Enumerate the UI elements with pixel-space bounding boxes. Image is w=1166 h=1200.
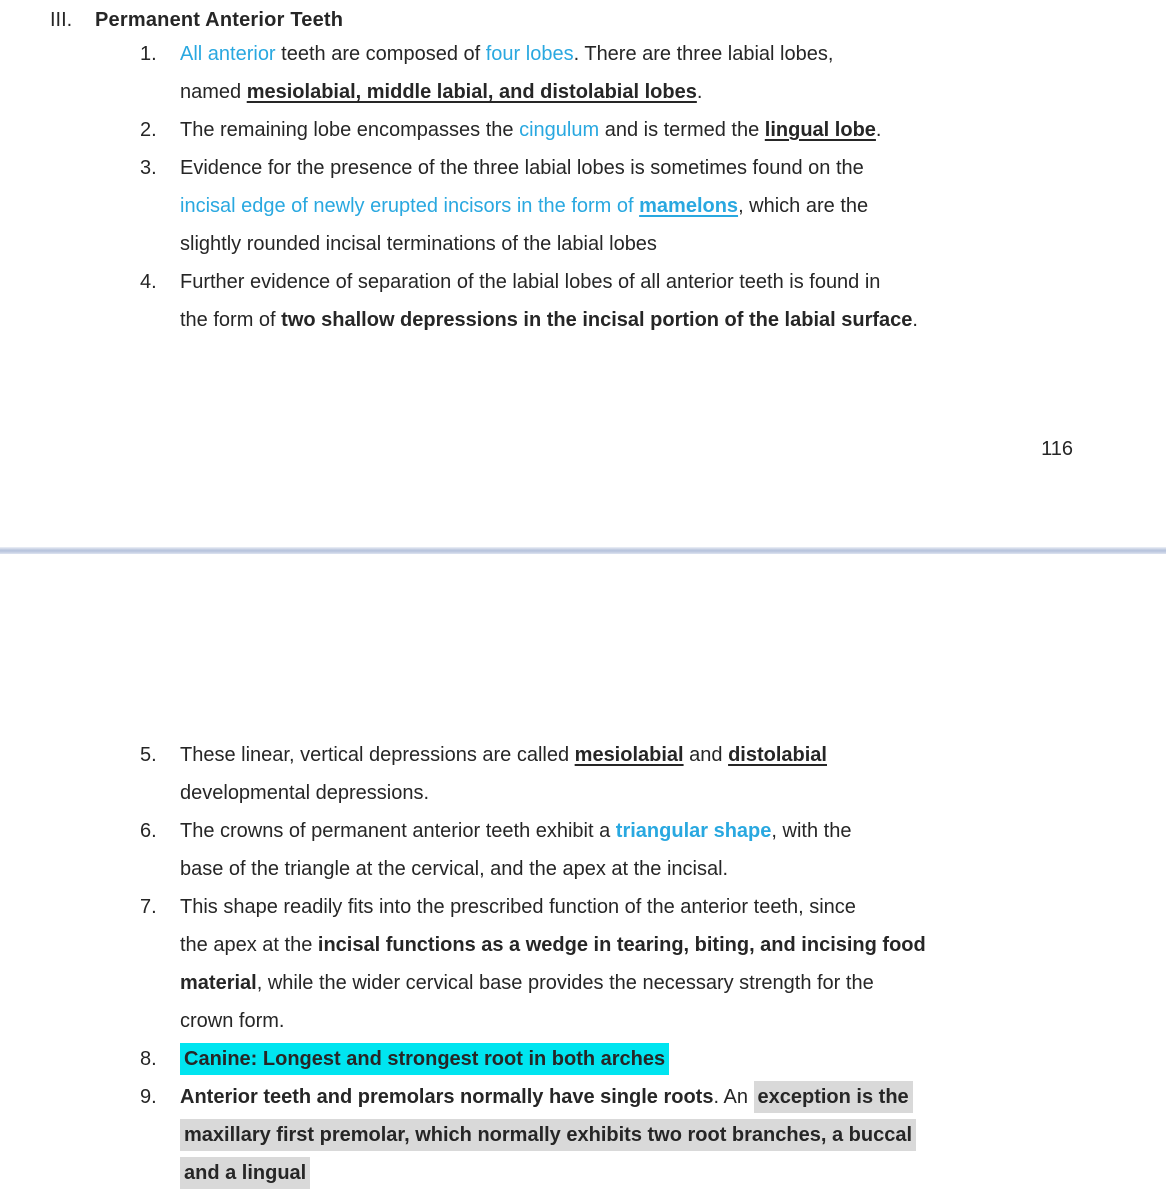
- section-heading: [50, 6, 343, 34]
- text-run: All anterior: [180, 43, 276, 65]
- text-line: [180, 774, 1120, 812]
- list-item: [140, 812, 1120, 888]
- list-item-number: 2.: [140, 119, 157, 141]
- text-line: [180, 1116, 1120, 1154]
- text-run: crown form.: [180, 1010, 285, 1032]
- text-run: mesiolabial: [574, 744, 684, 766]
- text-run: and a lingual: [180, 1157, 310, 1189]
- list-item-number: 1.: [140, 43, 157, 65]
- text-run: material: [180, 972, 257, 994]
- text-line: [180, 301, 1120, 339]
- list-item-text: [180, 263, 1120, 339]
- text-run: This shape readily fits into the prescribed function of the anterior teeth, since: [180, 896, 856, 918]
- text-line: [180, 111, 1120, 149]
- list-item-text: [180, 888, 1120, 1040]
- text-run: maxillary first premolar, which normally exhibits two root branches, a buccal: [180, 1119, 916, 1151]
- text-run: . There are three labial lobes,: [573, 43, 834, 65]
- list-item-number: 9.: [140, 1086, 157, 1108]
- list-item-number: 3.: [140, 157, 157, 179]
- text-run: , while the wider cervical base provides the necessary strength for the: [256, 972, 874, 994]
- numbered-list-page2: [140, 736, 1120, 1192]
- list-item-text: [180, 736, 1120, 812]
- text-run: base of the triangle at the cervical, and the apex at the incisal.: [180, 858, 729, 880]
- text-run: teeth are composed of: [275, 43, 486, 65]
- list-item: [140, 35, 1120, 111]
- text-run: Further evidence of separation of the labial lobes of all anterior teeth is found in: [180, 271, 881, 293]
- list-item: [140, 149, 1120, 263]
- text-line: [180, 149, 1120, 187]
- text-line: [180, 888, 1120, 926]
- text-run: .: [912, 309, 918, 331]
- text-run: named: [180, 81, 247, 103]
- list-item-text: [180, 149, 1120, 263]
- text-run: lingual lobe: [764, 119, 876, 141]
- text-line: [180, 1078, 1120, 1116]
- text-line: [180, 73, 1120, 111]
- list-item: [140, 263, 1120, 339]
- list-item-text: [180, 111, 1120, 149]
- text-line: [180, 35, 1120, 73]
- text-run: The remaining lobe encompasses the: [180, 119, 520, 141]
- text-run: incisal functions as a wedge in tearing, biting, and incising food: [317, 934, 926, 956]
- text-line: [180, 1040, 1120, 1078]
- text-run: the form of: [180, 309, 282, 331]
- text-run: mamelons: [639, 195, 739, 217]
- page-number: 116: [1041, 438, 1073, 460]
- text-run: , which are the: [738, 195, 869, 217]
- list-item-number: 8.: [140, 1048, 157, 1070]
- list-item-number: 7.: [140, 896, 157, 918]
- list-item-number: 6.: [140, 820, 157, 842]
- text-run: incisal edge of newly erupted incisors in the form of: [180, 195, 640, 217]
- text-line: [180, 225, 1120, 263]
- text-run: These linear, vertical depressions are called: [180, 744, 575, 766]
- text-run: cingulum: [519, 119, 600, 141]
- list-item: [140, 1040, 1120, 1078]
- text-run: Anterior teeth and premolars normally have single roots: [180, 1086, 714, 1108]
- text-run: slightly rounded incisal terminations of the labial lobes: [180, 233, 657, 255]
- text-run: exception is the: [754, 1081, 913, 1113]
- text-run: and: [683, 744, 729, 766]
- text-line: [180, 263, 1120, 301]
- list-item-text: [180, 1078, 1120, 1192]
- list-item-text: [180, 1040, 1120, 1078]
- text-run: distolabial: [728, 744, 827, 766]
- text-run: two shallow depressions in the incisal portion of the labial surface: [281, 309, 913, 331]
- numbered-list-page1: [140, 35, 1120, 339]
- text-run: .: [696, 81, 703, 103]
- page-break-line: [0, 547, 1166, 554]
- text-run: four lobes: [485, 43, 574, 65]
- list-item: [140, 1078, 1120, 1192]
- section-heading-title: Permanent Anterior Teeth: [95, 9, 344, 31]
- text-run: The crowns of permanent anterior teeth exhibit a: [180, 820, 616, 842]
- text-line: [180, 812, 1120, 850]
- list-item-number: 5.: [140, 744, 157, 766]
- text-line: [180, 1154, 1120, 1192]
- text-line: [180, 1002, 1120, 1040]
- text-run: triangular shape: [615, 820, 772, 842]
- section-heading-numeral: III.: [50, 9, 73, 31]
- list-item-text: [180, 35, 1120, 111]
- list-item: [140, 111, 1120, 149]
- text-run: , with the: [771, 820, 852, 842]
- text-run: and is termed the: [599, 119, 765, 141]
- text-run: Canine: Longest and strongest root in both arches: [180, 1043, 669, 1075]
- text-line: [180, 187, 1120, 225]
- text-line: [180, 850, 1120, 888]
- text-run: Evidence for the presence of the three labial lobes is sometimes found on the: [180, 157, 864, 179]
- text-run: .: [875, 119, 882, 141]
- list-item: [140, 736, 1120, 812]
- list-item-text: [180, 812, 1120, 888]
- text-run: the apex at the: [180, 934, 318, 956]
- text-run: developmental depressions.: [180, 782, 430, 804]
- text-run: . An: [713, 1086, 754, 1108]
- list-item: [140, 888, 1120, 1040]
- text-line: [180, 736, 1120, 774]
- text-line: [180, 926, 1120, 964]
- text-run: mesiolabial, middle labial, and distolabial lobes: [246, 81, 697, 103]
- text-line: [180, 964, 1120, 1002]
- list-item-number: 4.: [140, 271, 157, 293]
